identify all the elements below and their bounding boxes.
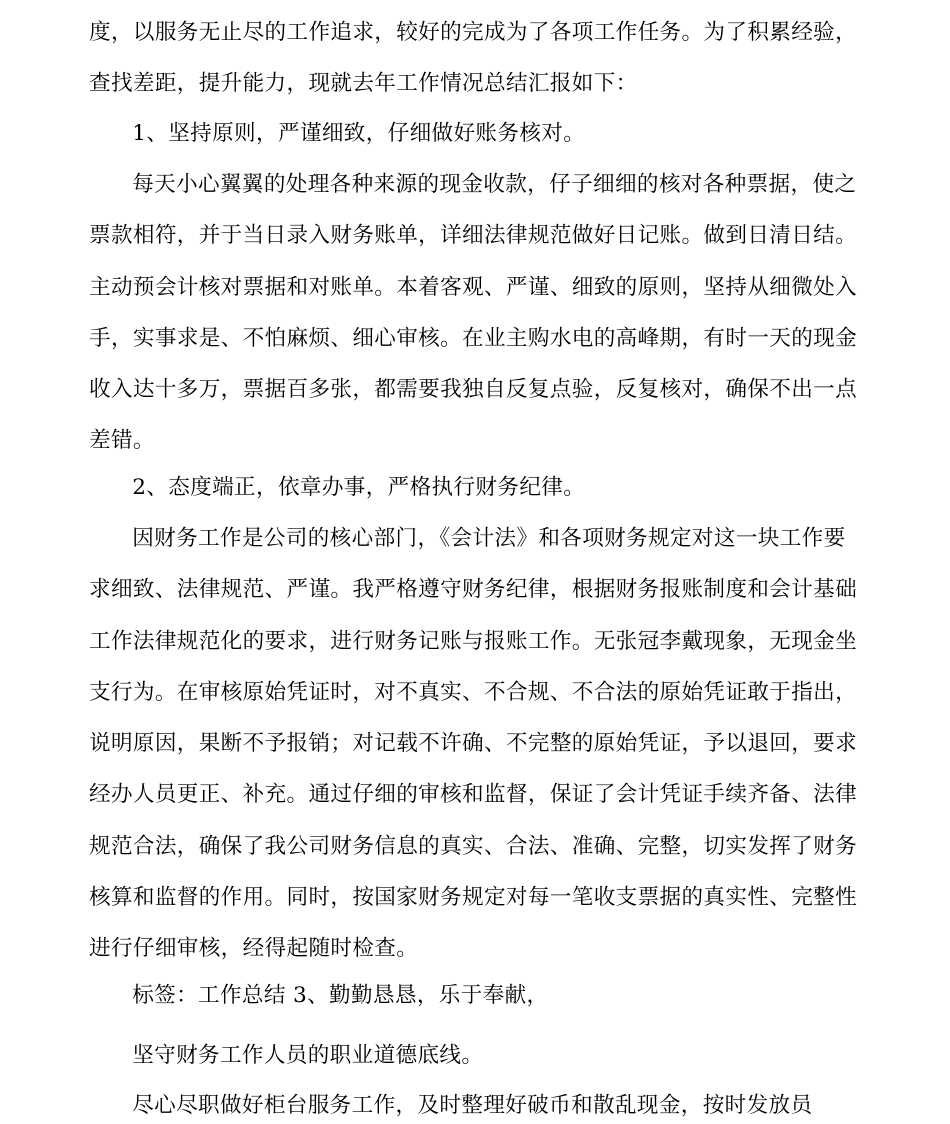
paragraph-item-1: 每天小心翼翼的处理各种来源的现金收款，仔子细细的核对各种票据，使之票款相符，并于当日录入财务账单，详细法律规范做好日记账。做到日清日结。主动预会计核对票据和对账单。本着客观、严谨、细致的原则，坚持从细微处入手，实事求是、不怕麻烦、细心审核。在业主购水电的高峰期，有时一天的现金收入达十多万，票据百多张，都需要我独自反复点验，反复核对，确保不出一点差错。: [89, 172, 858, 454]
paragraph-item-3: 尽心尽职做好柜台服务工作，及时整理好破币和散乱现金，按时发放员: [132, 1093, 813, 1118]
paragraph-item-2: 因财务工作是公司的核心部门，《会计法》和各项财务规定对这一块工作要求细致、法律规范、严谨。我严格遵守财务纪律，根据财务报账制度和会计基础工作法律规范化的要求，进行财务记账与报账工作。无张冠李戴现象，无现金坐支行为。在审核原始凭证时，对不真实、不合规、不合法的原始凭证敢于指出，说明原因，果断不予报销；对记载不许确、不完整的原始凭证，予以退回，要求经办人员更正、补充。通过仔细的审核和监督，保证了会计凭证手续齐备、法律规范合法，确保了我公司财务信息的真实、合法、准确、完整，切实发挥了财务核算和监督的作用。同时，按国家财务规定对每一笔收支票据的真实性、完整性进行仔细审核，经得起随时检查。: [89, 526, 858, 962]
heading-item-1: 1、坚持原则，严谨细致，仔细做好账务核对。: [132, 121, 586, 146]
label-line: 标签：工作总结 3、勤勤恳恳，乐于奉献，: [132, 983, 549, 1008]
heading-item-3: 坚守财务工作人员的职业道德底线。: [132, 1043, 484, 1068]
heading-item-2: 2、态度端正，依章办事，严格执行财务纪律。: [132, 475, 586, 500]
paragraph-intro: 度，以服务无止尽的工作追求，较好的完成为了各项工作任务。为了积累经验，查找差距，提升能力，现就去年工作情况总结汇报如下：: [89, 20, 858, 97]
